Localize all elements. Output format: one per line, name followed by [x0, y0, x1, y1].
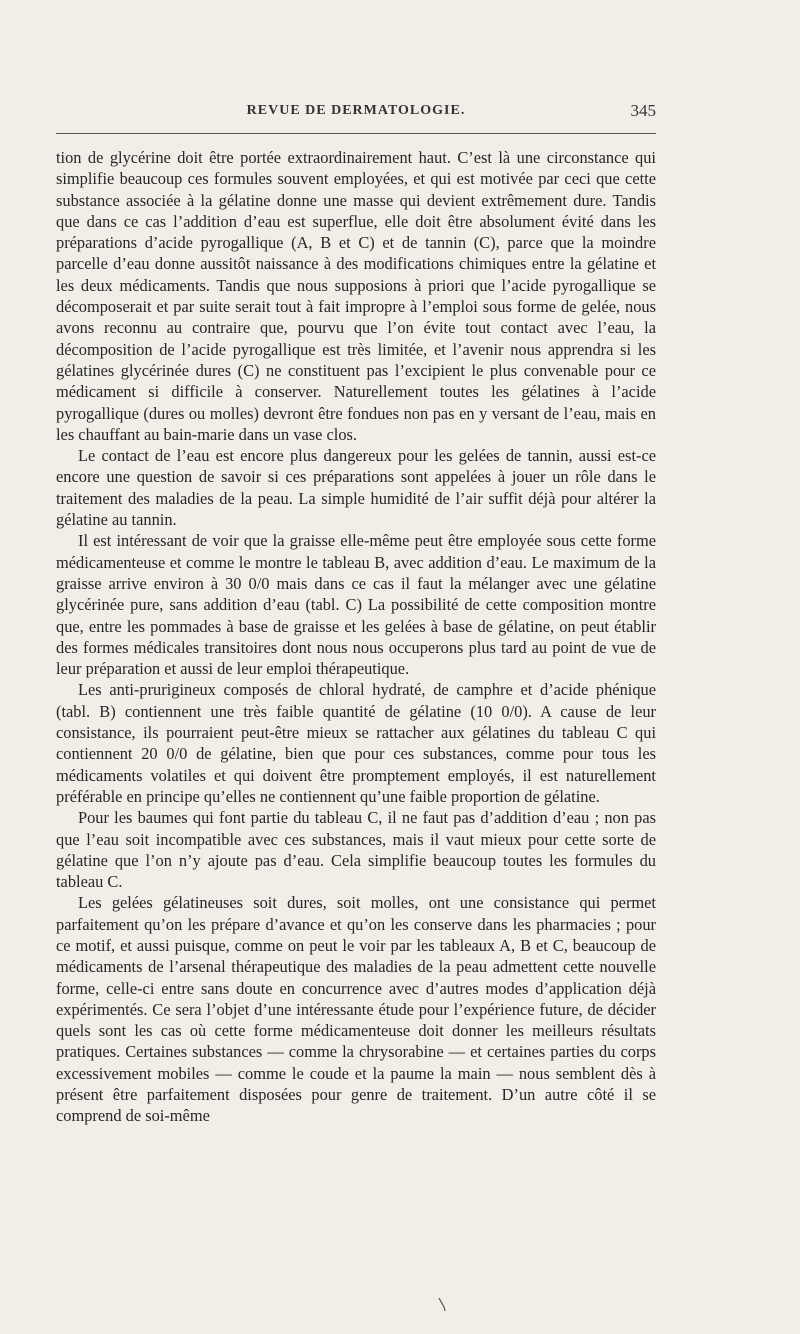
body-text — [56, 147, 656, 1127]
header-rule — [56, 133, 656, 134]
paragraph: Les gelées gélatineuses soit dures, soit molles, ont une consistance qui permet parfaitement qu’on les prépare d’avance et qu’on les conserve dans les pharmacies ; pour ce motif, et aussi puisque, comme on peut le voir par les tableaux A, B et C, beaucoup de médicaments de l’arsenal thérapeutique des maladies de la peau admettent cette nouvelle forme, celle-ci entre sans doute en concurrence avec d’autres modes d’application déjà expérimentés. Ce sera l’objet d’une intéressante étude pour l’expérience future, de décider quels sont les cas où cette forme médicamenteuse doit donner les meilleurs résultats pratiques. Certaines substances — comme la chrysorabine — et certaines parties du corps excessivement mobiles — comme le coude et la paume la main — nous semblent dès à présent être parfaitement disposées pour genre de traitement. D’un autre côté il se comprend de soi-même — [56, 893, 656, 1126]
page-header — [56, 103, 656, 125]
paragraph: Pour les baumes qui font partie du tableau C, il ne faut pas d’addition d’eau ; non pas que l’eau soit incompatible avec ces substances, mais il vaut mieux pour cette sorte de gélatine que l’on n’y ajoute pas d’eau. Cela simplifie beaucoup toutes les formules du tableau C. — [56, 808, 656, 892]
paragraph: tion de glycérine doit être portée extraordinairement haut. C’est là une circonstance qui simplifie beaucoup ces formules souvent employées, et qui est motivée par ceci que cette substance associée à la gélatine donne une masse qui devient extrêmement dure. Tandis que dans ce cas l’addition d’eau est superflue, elle doit être absolument évité dans les préparations d’acide pyrogallique (A, B et C) et de tannin (C), parce que la moindre parcelle d’eau donne aussitôt naissance à des modifications chimiques entre la gélatine et les deux médicaments. Tandis que nous supposions à priori que l’acide pyrogallique se décomposerait et par suite serait tout à fait impropre à l’emploi sous forme de gelée, nous avons reconnu au contraire que, pourvu que l’on évite tout contact avec l’eau, la décomposition de l’acide pyrogallique est très limitée, et l’avenir nous apprendra si les gélatines glycérinée dures (C) ne constituent pas l’excipient le plus convenable pour ce médicament si difficile à conserver. Naturellement toutes les gélatines à l’acide pyrogallique (dures ou molles) devront être fondues non pas en y versant de l’eau, mais en les chauffant au bain-marie dans un vase clos. — [56, 148, 656, 444]
signature-mark — [436, 1296, 448, 1312]
paragraph: Il est intéressant de voir que la graisse elle-même peut être employée sous cette forme médicamenteuse et comme le montre le tableau B, avec addition d’eau. Le maximum de la graisse arrive environ à 30 0/0 mais dans ce cas il faut la mélanger avec une gélatine glycérinée pure, sans addition d’eau (tabl. C) La possibilité de cette composition montre que, entre les pommades à base de graisse et les gelées à base de gélatine, on peut établir des formes médicales transitoires dont nous nous occuperons plus tard au point de vue de leur préparation et aussi de leur emploi thérapeutique. — [56, 531, 656, 679]
paragraph: Les anti-prurigineux composés de chloral hydraté, de camphre et d’acide phénique (tabl. B) contiennent une très faible quantité de gélatine (10 0/0). A cause de leur consistance, ils pourraient peut-être mieux se rattacher aux gélatines du tableau C qui contiennent 20 0/0 de gélatine, bien que pour ces substances, comme pour tous les médicaments volatiles et qui doivent être promptement employés, il est naturellement préférable en principe qu’elles ne contiennent qu’une faible proportion de gélatine. — [56, 680, 656, 806]
paragraph: Le contact de l’eau est encore plus dangereux pour les gelées de tannin, aussi est-ce encore une question de savoir si ces préparations sont appelées à jouer un rôle dans le traitement des maladies de la peau. La simple humidité de l’air suffit déjà pour altérer la gélatine au tannin. — [56, 446, 656, 530]
page-number: 345 — [630, 101, 656, 120]
running-title: REVUE DE DERMATOLOGIE. — [246, 103, 466, 118]
